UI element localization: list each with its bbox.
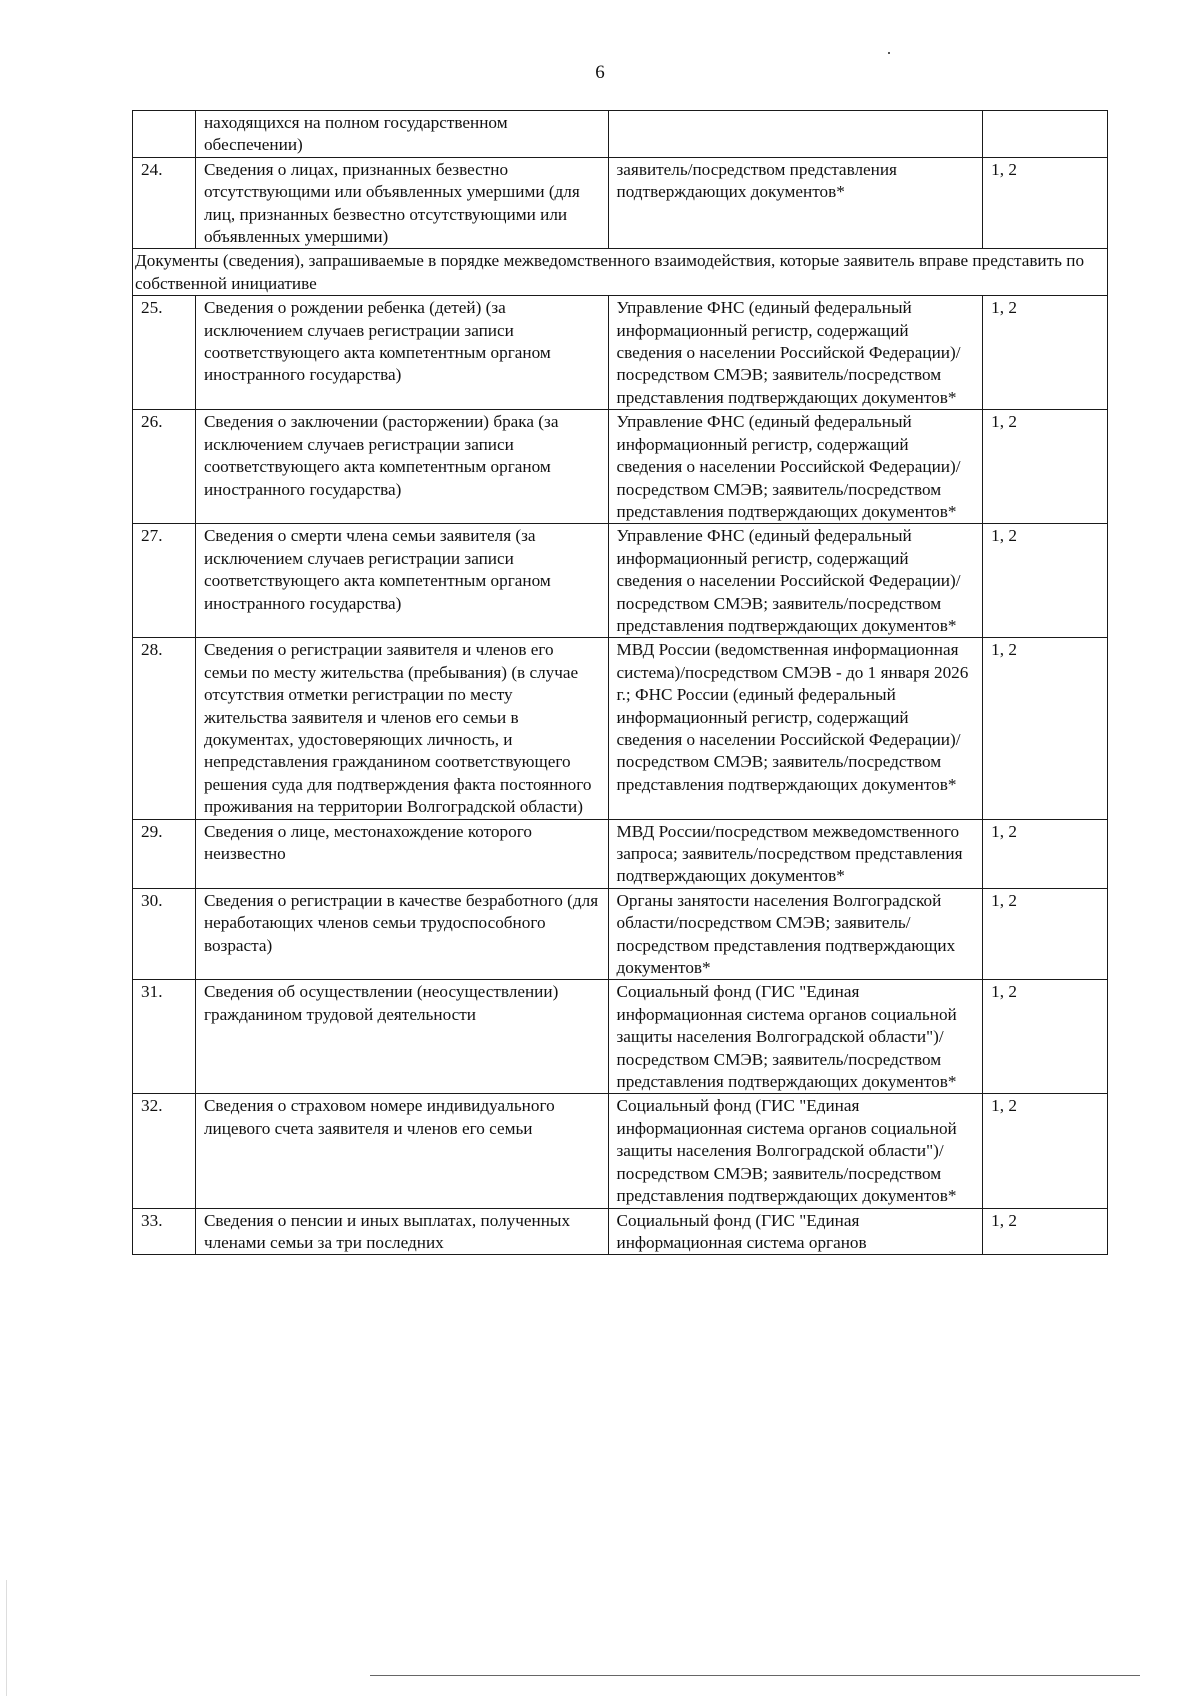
row-number: 30. xyxy=(133,888,196,980)
document-source: Социальный фонд (ГИС "Единая информационная система органов социальной защиты населения Волгоградской области")/посредством СМЭВ; заявитель/посредством представления подтверждающих документов* xyxy=(608,1094,983,1208)
document-name: Сведения о заключении (расторжении) брака (за исключением случаев регистрации записи соответствующего акта компетентным органом иностранного государства) xyxy=(195,410,608,524)
document-source: Управление ФНС (единый федеральный информационный регистр, содержащий сведения о населении Российской Федерации)/посредством СМЭВ; заявитель/посредством представления подтверждающих документов* xyxy=(608,296,983,410)
document-name: Сведения о пенсии и иных выплатах, полученных членами семьи за три последних xyxy=(195,1208,608,1255)
document-name: находящихся на полном государственном обеспечении) xyxy=(195,111,608,158)
document-steps: 1, 2 xyxy=(983,980,1108,1094)
document-source: Органы занятости населения Волгоградской области/посредством СМЭВ; заявитель/посредством представления подтверждающих документов* xyxy=(608,888,983,980)
row-number: 29. xyxy=(133,819,196,888)
row-number: 33. xyxy=(133,1208,196,1255)
table-row xyxy=(133,888,1108,980)
document-name: Сведения об осуществлении (неосуществлении) гражданином трудовой деятельности xyxy=(195,980,608,1094)
section-title: Документы (сведения), запрашиваемые в порядке межведомственного взаимодействия, которые заявитель вправе представить по собственной инициативе xyxy=(133,249,1108,296)
document-source: заявитель/посредством представления подтверждающих документов* xyxy=(608,157,983,249)
document-source: Управление ФНС (единый федеральный информационный регистр, содержащий сведения о населении Российской Федерации)/посредством СМЭВ; заявитель/посредством представления подтверждающих документов* xyxy=(608,524,983,638)
document-steps: 1, 2 xyxy=(983,157,1108,249)
document-source: МВД России (ведомственная информационная система)/посредством СМЭВ - до 1 января 2026 г.; ФНС России (единый федеральный информационный регистр, содержащий сведения о населении Российской Федерации)/посредством СМЭВ; заявитель/посредством представления подтверждающих документов* xyxy=(608,638,983,819)
page-number: 6 xyxy=(595,62,605,83)
document-steps: 1, 2 xyxy=(983,638,1108,819)
document-source: МВД России/посредством межведомственного запроса; заявитель/посредством представления подтверждающих документов* xyxy=(608,819,983,888)
document-steps xyxy=(983,111,1108,158)
table-row xyxy=(133,296,1108,410)
document-steps: 1, 2 xyxy=(983,296,1108,410)
row-number: 28. xyxy=(133,638,196,819)
table-row-continuation xyxy=(133,111,1108,158)
table-row xyxy=(133,1208,1108,1255)
section-header-row xyxy=(133,249,1108,296)
document-name: Сведения о страховом номере индивидуального лицевого счета заявителя и членов его семьи xyxy=(195,1094,608,1208)
table-row xyxy=(133,157,1108,249)
document-steps: 1, 2 xyxy=(983,1208,1108,1255)
document-source: Социальный фонд (ГИС "Единая информационная система органов социальной защиты населения Волгоградской области")/посредством СМЭВ; заявитель/посредством представления подтверждающих документов* xyxy=(608,980,983,1094)
document-steps: 1, 2 xyxy=(983,888,1108,980)
scan-speck xyxy=(888,52,890,54)
row-number: 32. xyxy=(133,1094,196,1208)
row-number: 25. xyxy=(133,296,196,410)
document-name: Сведения о лице, местонахождение которого неизвестно xyxy=(195,819,608,888)
row-number: 27. xyxy=(133,524,196,638)
table-row xyxy=(133,980,1108,1094)
document-name: Сведения о смерти члена семьи заявителя (за исключением случаев регистрации записи соответствующего акта компетентным органом иностранного государства) xyxy=(195,524,608,638)
row-number xyxy=(133,111,196,158)
document-source: Управление ФНС (единый федеральный информационный регистр, содержащий сведения о населении Российской Федерации)/посредством СМЭВ; заявитель/посредством представления подтверждающих документов* xyxy=(608,410,983,524)
document-name: Сведения о лицах, признанных безвестно отсутствующими или объявленных умершими (для лиц, признанных безвестно отсутствующими или объявленных умершими) xyxy=(195,157,608,249)
table-row xyxy=(133,1094,1108,1208)
table-row xyxy=(133,819,1108,888)
table-row xyxy=(133,410,1108,524)
row-number: 24. xyxy=(133,157,196,249)
documents-table xyxy=(132,110,1108,1255)
document-source: Социальный фонд (ГИС "Единая информационная система органов xyxy=(608,1208,983,1255)
document-steps: 1, 2 xyxy=(983,410,1108,524)
row-number: 26. xyxy=(133,410,196,524)
document-steps: 1, 2 xyxy=(983,819,1108,888)
document-steps: 1, 2 xyxy=(983,524,1108,638)
scan-edge xyxy=(6,1580,7,1696)
table-row xyxy=(133,524,1108,638)
document-name: Сведения о регистрации заявителя и членов его семьи по месту жительства (пребывания) (в случае отсутствия отметки регистрации по месту жительства заявителя и членов его семьи в документах, удостоверяющих личность, и непредставления гражданином соответствующего решения суда для подтверждения факта постоянного проживания на территории Волгоградской области) xyxy=(195,638,608,819)
document-steps: 1, 2 xyxy=(983,1094,1108,1208)
document-source xyxy=(608,111,983,158)
bottom-rule xyxy=(370,1675,1140,1676)
document-name: Сведения о рождении ребенка (детей) (за исключением случаев регистрации записи соответствующего акта компетентным органом иностранного государства) xyxy=(195,296,608,410)
table-row xyxy=(133,638,1108,819)
row-number: 31. xyxy=(133,980,196,1094)
document-name: Сведения о регистрации в качестве безработного (для неработающих членов семьи трудоспособного возраста) xyxy=(195,888,608,980)
